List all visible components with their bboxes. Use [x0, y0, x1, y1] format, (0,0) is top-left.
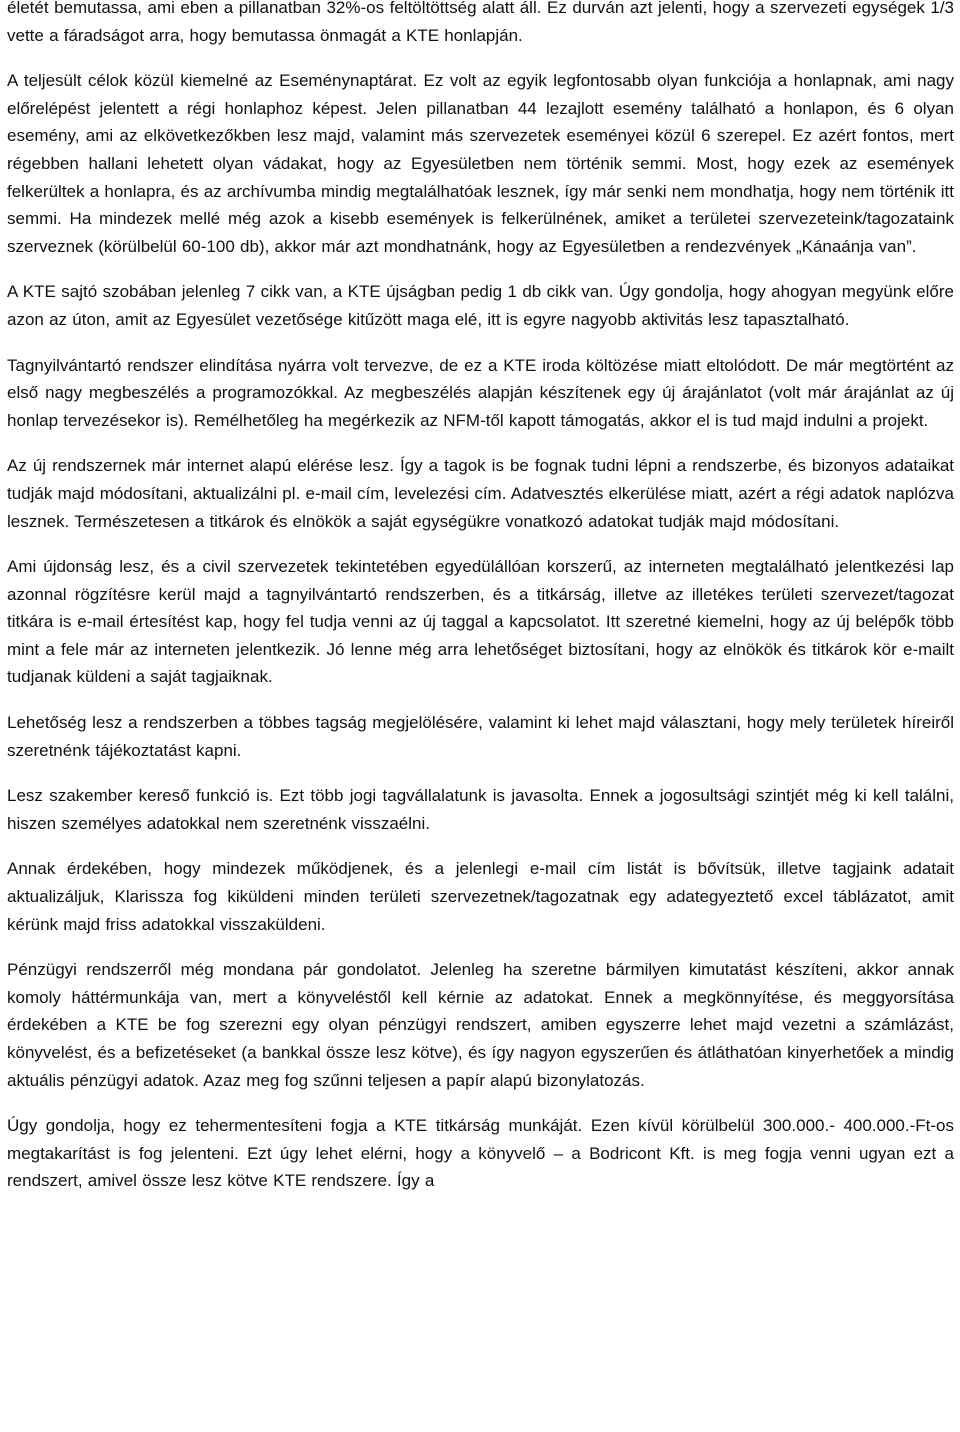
paragraph-event-calendar: A teljesült célok közül kiemelné az Eseménynaptárat. Ez volt az egyik legfontosabb olyan funkciója a honlapnak, ami nagy előrelépést jelentett a régi honlaphoz képest. Jelen pillanatban 44 lezajlott esemény található a honlapon, és 6 olyan esemény, ami az elkövetkezőkben lesz majd, valamint más szervezetek eseményei közül 6 szerepel. Ez azért fontos, mert régebben hallani lehetett olyan vádakat, hogy az Egyesületben nem történik semmi. Most, hogy ezek az események felkerültek a honlapra, és az archívumba mindig megtalálhatóak lesznek, így már senki nem mondhatja, hogy nem történik itt semmi. Ha mindezek mellé még azok a kisebb események is felkerülnének, amiket a területei szervezeteink/tagozataink szerveznek (körülbelül 60-100 db), akkor már azt mondhatnánk, hogy az Egyesületben a rendezvények „Kánaánja van”. — [7, 71, 954, 256]
paragraph-financial-system: Pénzügyi rendszerről még mondana pár gondolatot. Jelenleg ha szeretne bármilyen kimutatást készíteni, akkor annak komoly háttérmunkája van, mert a könyveléstől kell kérnie az adatokat. Ennek a megkönnyítése, és meggyorsítása érdekében a KTE be fog szerezni egy olyan pénzügyi rendszert, amiben egyszerre lehet majd vezetni a számlázást, könyvelést, és a befizetéseket (a bankkal össze lesz kötve), és így nagyon egyszerűen és átláthatóan kinyerhetőek a mindig aktuális pénzügyi adatok. Azaz meg fog szűnni teljesen a papír alapú bizonylatozás. — [7, 960, 954, 1090]
paragraph-press-room: A KTE sajtó szobában jelenleg 7 cikk van, a KTE újságban pedig 1 db cikk van. Úgy gondolja, hogy ahogyan megyünk előre azon az úton, amit az Egyesület vezetősége kitűzött maga elé, itt is egyre nagyobb aktivitás lesz tapasztalható. — [7, 282, 954, 329]
paragraph-expert-search: Lesz szakember kereső funkció is. Ezt több jogi tagvállalatunk is javasolta. Ennek a jogosultsági szintjét még ki kell találni, hiszen személyes adatokkal nem szeretnénk visszaélni. — [7, 786, 954, 833]
paragraph-member-registry-launch: Tagnyilvántartó rendszer elindítása nyárra volt tervezve, de ez a KTE iroda költözése miatt eltolódott. De már megtörtént az első nagy megbeszélés a programozókkal. Az megbeszélés alapján készítenek egy új árajánlatot (volt már árajánlat az új honlap tervezésekor is). Remélhetőleg ha megérkezik az NFM-től kapott támogatás, akkor el is tud majd indulni a projekt. — [7, 355, 954, 430]
paragraph-data-update: Annak érdekében, hogy mindezek működjenek, és a jelenlegi e-mail cím listát is bővítsük, illetve tagjaink adatait aktualizáljuk, Klarissza fog kiküldeni minden területi szervezetnek/tagozatnak egy adategyeztető excel táblázatot, amit kérünk majd friss adatokkal visszaküldeni. — [7, 859, 954, 934]
paragraph-secretariat-relief: Úgy gondolja, hogy ez tehermentesíteni fogja a KTE titkárság munkáját. Ezen kívül körülbelül 300.000.- 400.000.-Ft-os megtakarítást is fog jelenteni. Ezt úgy lehet elérni, hogy a könyvelő – a Bodricont Kft. is meg fogja venni ugyan ezt a rendszert, amivel össze lesz kötve KTE rendszere. Így a — [7, 1116, 954, 1191]
paragraph-internet-access: Az új rendszernek már internet alapú elérése lesz. Így a tagok is be fognak tudni lépni a rendszerbe, és bizonyos adataikat tudják majd módosítani, aktualizálni pl. e-mail cím, levelezési cím. Adatvesztés elkerülése miatt, azért a régi adatok naplózva lesznek. Természetesen a titkárok és elnökök a saját egységükre vonatkozó adatokat tudják majd módosítani. — [7, 456, 954, 531]
paragraph-multiple-membership: Lehetőség lesz a rendszerben a többes tagság megjelölésére, valamint ki lehet majd választani, hogy mely területek híreiről szeretnénk tájékoztatást kapni. — [7, 713, 954, 760]
paragraph-homepage-fill-rate: életét bemutassa, ami eben a pillanatban 32%-os feltöltöttség alatt áll. Ez durván azt jelenti, hogy a szervezeti egységek 1/3 vette a fáradságot arra, hogy bemutassa önmagát a KTE honlapján. — [7, 0, 954, 45]
paragraph-online-application: Ami újdonság lesz, és a civil szervezetek tekintetében egyedülállóan korszerű, az interneten megtalálható jelentkezési lap azonnal rögzítésre kerül majd a tagnyilvántartó rendszerben, és a titkárság, illetve az illetékes területi szervezet/tagozat titkára is e-mail értesítést kap, hogy fel tudja venni az új taggal a kapcsolatot. Itt szeretné kiemelni, hogy az új belépők több mint a fele már az interneten jelentkezik. Jó lenne még arra lehetőséget biztosítani, hogy az elnökök és titkárok kör e-mailt tudjanak küldeni a saját tagjaiknak. — [7, 557, 954, 687]
